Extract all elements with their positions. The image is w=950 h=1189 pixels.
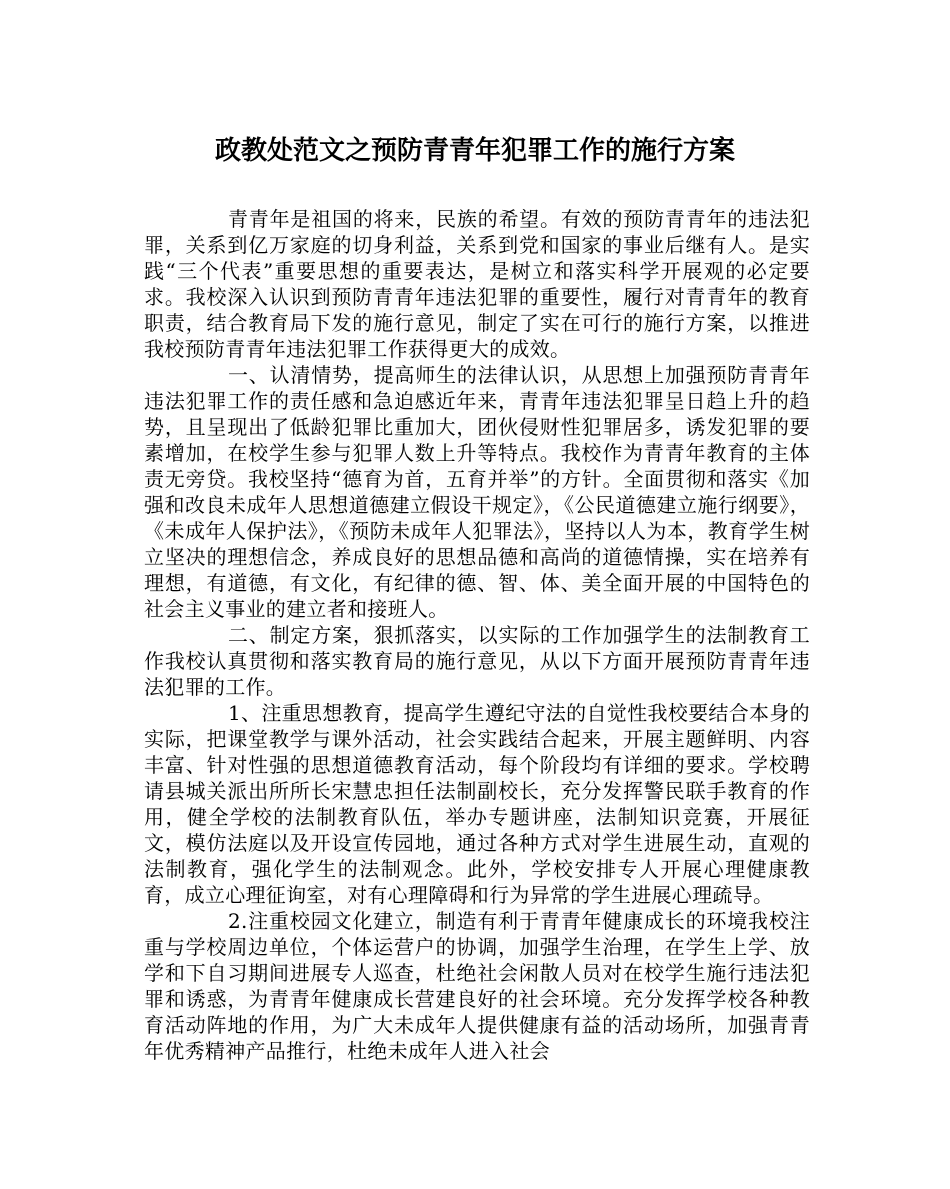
document-title: 政教处范文之预防青青年犯罪工作的施行方案 [214, 136, 735, 166]
paragraph-item-one: 1、注重思想教育，提高学生遵纪守法的自觉性我校要结合本身的实际，把课堂教学与课外活动，社会实践结合起来，开展主题鲜明、内容丰富、针对性强的思想道德教育活动，每个阶段均有详细的要求。学校聘请县城关派出所所长宋慧忠担任法制副校长，充分发挥警民联手教育的作用，健全学校的法制教育队伍，举办专题讲座，法制知识竞赛，开展征文，模仿法庭以及开设宣传园地，通过各种方式对学生进展生动，直观的法制教育，强化学生的法制观念。此外，学校安排专人开展心理健康教育，成立心理征询室，对有心理障碍和行为异常的学生进展心理疏导。 [144, 701, 810, 907]
document-body [144, 206, 810, 1064]
paragraph-intro: 青青年是祖国的将来，民族的希望。有效的预防青青年的违法犯罪，关系到亿万家庭的切身利益，关系到党和国家的事业后继有人。是实践“三个代表”重要思想的重要表达，是树立和落实科学开展观的必定要求。我校深入认识到预防青青年违法犯罪的重要性，履行对青青年的教育职责，结合教育局下发的施行意见，制定了实在可行的施行方案，以推进我校预防青青年违法犯罪工作获得更大的成效。 [144, 207, 810, 361]
paragraph-section-two: 二、制定方案，狠抓落实，以实际的工作加强学生的法制教育工作我校认真贯彻和落实教育局的施行意见，从以下方面开展预防青青年违法犯罪的工作。 [144, 623, 810, 699]
paragraph-item-two: 2.注重校园文化建立，制造有利于青青年健康成长的环境我校注重与学校周边单位，个体运营户的协调，加强学生治理，在学生上学、放学和下自习期间进展专人巡查，杜绝社会闲散人员对在校学生施行违法犯罪和诱惑，为青青年健康成长营建良好的社会环境。充分发挥学校各种教育活动阵地的作用，为广大未成年人提供健康有益的活动场所，加强青青年优秀精神产品推行，杜绝未成年人进入社会 [144, 909, 810, 1063]
paragraph-section-one: 一、认清情势，提高师生的法律认识，从思想上加强预防青青年违法犯罪工作的责任感和急迫感近年来，青青年违法犯罪呈日趋上升的趋势，且呈现出了低龄犯罪比重加大，团伙侵财性犯罪居多，诱发犯罪的要素增加，在校学生参与犯罪人数上升等特点。我校作为青青年教育的主体责无旁贷。我校坚持“德育为首，五育并举”的方针。全面贯彻和落实《加强和改良未成年人思想道德建立假设干规定》，《公民道德建立施行纲要》，《未成年人保护法》，《预防未成年人犯罪法》，坚持以人为本，教育学生树立坚决的理想信念，养成良好的思想品德和高尚的道德情操，实在培养有理想，有道德，有文化，有纪律的德、智、体、美全面开展的中国特色的社会主义事业的建立者和接班人。 [144, 363, 810, 621]
